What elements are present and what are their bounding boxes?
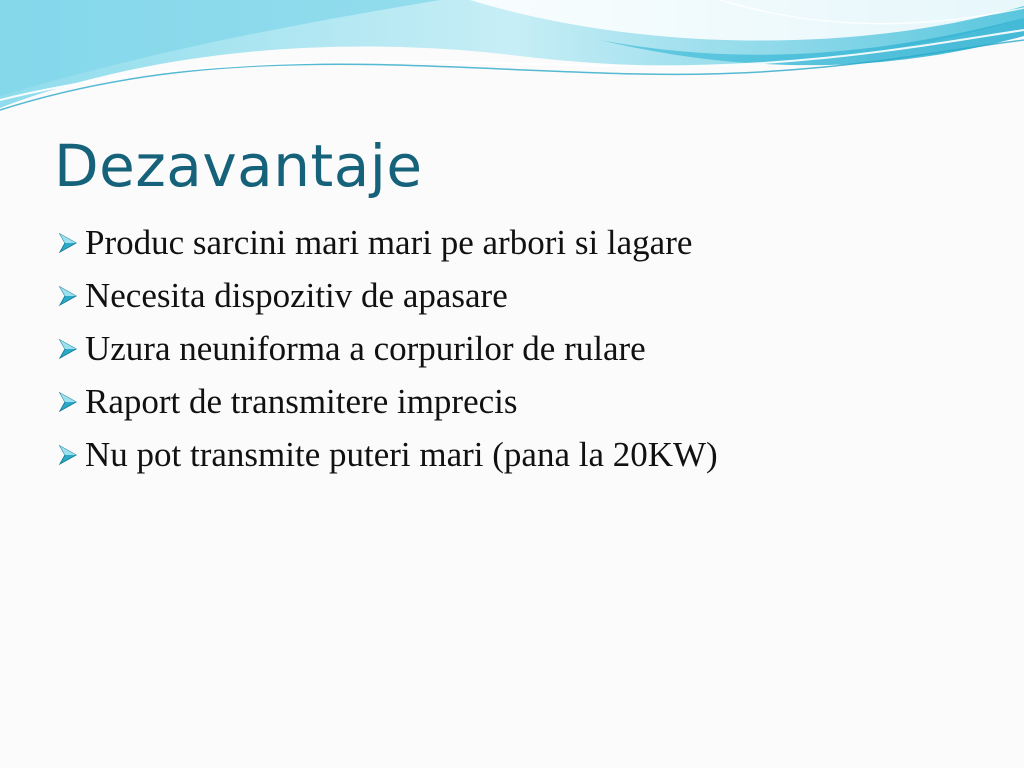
arrow-bullet-icon <box>56 231 80 255</box>
bullet-text: Nu pot transmite puteri mari (pana la 20KW) <box>85 434 718 474</box>
arrow-bullet-icon <box>56 390 80 414</box>
bullet-item <box>56 428 718 481</box>
bullet-item <box>56 216 718 269</box>
bullet-item <box>56 322 718 375</box>
slide-title: Dezavantaje <box>54 132 423 200</box>
header-wave-decoration <box>0 0 1024 130</box>
bullet-text: Produc sarcini mari mari pe arbori si lagare <box>85 222 693 262</box>
bullet-text: Raport de transmitere imprecis <box>85 381 518 421</box>
bullet-text: Necesita dispozitiv de apasare <box>85 275 508 315</box>
arrow-bullet-icon <box>56 284 80 308</box>
bullet-item <box>56 375 718 428</box>
bullet-list <box>56 216 718 481</box>
arrow-bullet-icon <box>56 337 80 361</box>
arrow-bullet-icon <box>56 443 80 467</box>
bullet-text: Uzura neuniforma a corpurilor de rulare <box>85 328 646 368</box>
bullet-item <box>56 269 718 322</box>
